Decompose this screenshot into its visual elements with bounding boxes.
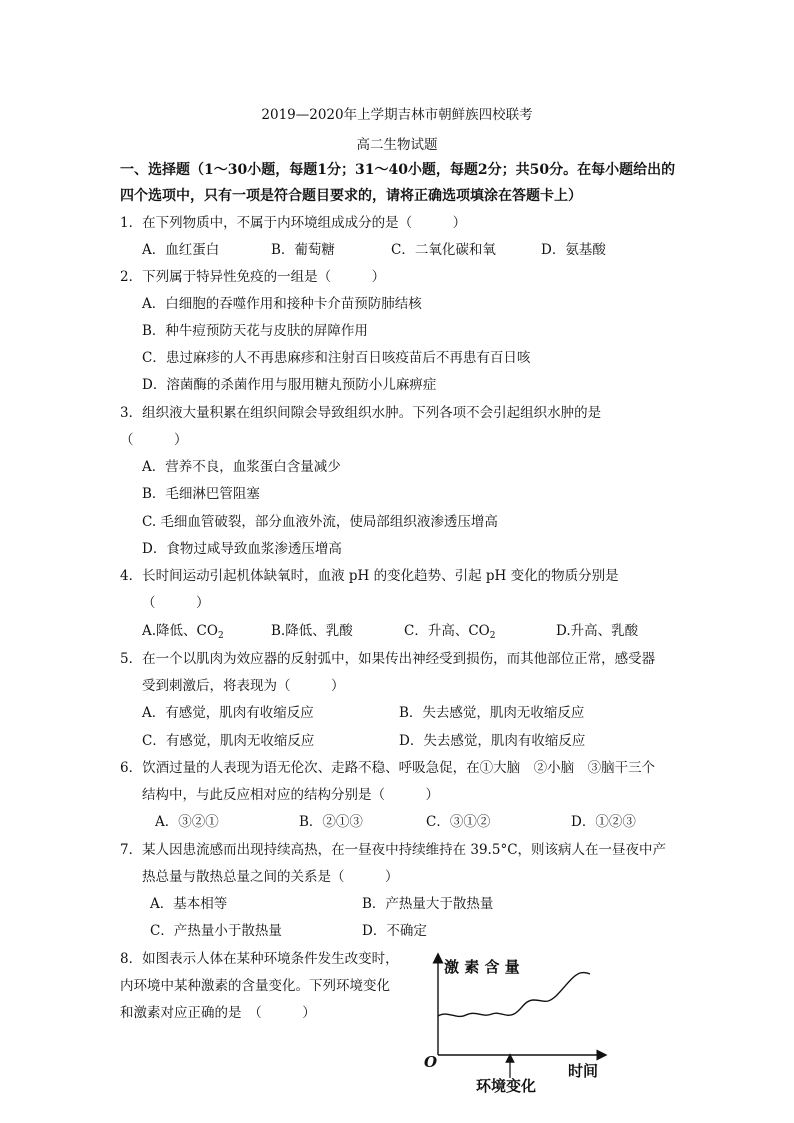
q3-paren: （ ） <box>120 432 188 448</box>
q3-option-a: A．营养不良，血浆蛋白含量减少 <box>142 459 341 475</box>
q5-option-c: C．有感觉，肌肉无收缩反应 <box>142 733 315 749</box>
q7-option-d: D．不确定 <box>362 923 427 939</box>
q4-option-c: C．升高、$CO_2$ <box>404 623 496 641</box>
y-axis-label: 激 素 含 量 <box>444 958 520 976</box>
q2-option-a: A．白细胞的吞噬作用和接种卡介苗预防肺结核 <box>142 296 422 312</box>
q3-option-d: D．食物过咸导致血浆渗透压增高 <box>142 541 342 557</box>
q2-option-d: D．溶菌酶的杀菌作用与服用糖丸预防小儿麻痹症 <box>142 377 437 393</box>
q4-option-a: A.降低、$CO_2$ <box>142 623 224 641</box>
q1-option-c: C．二氧化碳和氧 <box>391 242 496 258</box>
q2-option-c: C．患过麻疹的人不再患麻疹和注射百日咳疫苗后不再患有百日咳 <box>142 350 531 366</box>
q7-option-b: B．产热量大于散热量 <box>362 896 494 912</box>
q1-option-b: B．葡萄糖 <box>271 242 335 258</box>
x-axis-label: 时间 <box>568 1062 599 1080</box>
origin-label: O <box>424 1053 438 1071</box>
q6-option-c: C．③①② <box>426 814 491 830</box>
q5-stem-line2: 受到刺激后，将表现为（ ） <box>142 678 345 694</box>
q4-option-b: B.降低、乳酸 <box>271 623 353 639</box>
q3-stem: 3．组织液大量积累在组织间隙会导致组织水肿。下列各项不会引起组织水肿的是 <box>120 405 602 421</box>
q4-option-d: D.升高、乳酸 <box>556 623 639 639</box>
q2-stem: 2．下列属于特异性免疫的一组是（ ） <box>120 269 386 285</box>
q8-stem-line1: 8．如图表示人体在某种环境条件发生改变时， <box>120 951 399 967</box>
q1-option-d: D．氨基酸 <box>541 242 606 258</box>
section-instruction-line1: 一、选择题（1～30小题，每题1分；31～40小题，每题2分；共50分。在每小题给出的 <box>120 162 676 178</box>
q2-option-b: B．种牛痘预防天花与皮肤的屏障作用 <box>142 323 368 339</box>
section-instruction-line2: 四个选项中，只有一项是符合题目要求的，请将正确选项填涂在答题卡上） <box>120 188 582 204</box>
q5-option-b: B．失去感觉，肌肉无收缩反应 <box>399 705 585 721</box>
q8-stem-line3: 和激素对应正确的是 （ ） <box>120 1005 316 1021</box>
q7-option-a: A．基本相等 <box>150 896 228 912</box>
event-label: 环境变化 <box>476 1077 537 1095</box>
hormone-level-figure <box>410 948 610 1098</box>
q6-stem-line2: 结构中，与此反应相对应的结构分别是（ ） <box>142 787 439 803</box>
q3-option-b: B．毛细淋巴管阻塞 <box>142 486 260 502</box>
q4-paren: （ ） <box>142 595 210 611</box>
q6-option-b: B．②①③ <box>299 814 363 830</box>
hormone-curve <box>438 973 590 1017</box>
q1-stem: 1．在下列物质中，不属于内环境组成成分的是（ ） <box>120 215 467 231</box>
q7-stem-line2: 热总量与散热总量之间的关系是（ ） <box>142 869 399 885</box>
q5-option-d: D．失去感觉，肌肉有收缩反应 <box>399 733 586 749</box>
exam-title: 2019—2020年上学期吉林市朝鲜族四校联考 <box>261 107 533 123</box>
q6-option-d: D．①②③ <box>571 814 636 830</box>
q4-stem: 4．长时间运动引起机体缺氧时，血液 pH 的变化趋势、引起 pH 变化的物质分别是 <box>120 568 619 584</box>
subject-title: 高二生物试题 <box>356 137 438 153</box>
q7-option-c: C．产热量小于散热量 <box>150 923 282 939</box>
q5-option-a: A．有感觉，肌肉有收缩反应 <box>142 705 314 721</box>
q5-stem-line1: 5．在一个以肌肉为效应器的反射弧中，如果传出神经受到损伤，而其他部位正常，感受器 <box>120 651 656 667</box>
q1-option-a: A．血红蛋白 <box>142 242 220 258</box>
q6-stem-line1: 6．饮酒过量的人表现为语无伦次、走路不稳、呼吸急促，在①大脑 ②小脑 ③脑干三个 <box>120 760 656 776</box>
q7-stem-line1: 7．某人因患流感而出现持续高热，在一昼夜中持续维持在 39.5°C，则该病人在一昼夜中产 <box>120 842 667 858</box>
q8-stem-line2: 内环境中某种激素的含量变化。下列环境变化 <box>120 978 390 994</box>
q3-option-c: C. 毛细血管破裂，部分血液外流，使局部组织液渗透压增高 <box>142 514 498 530</box>
q6-option-a: A．③②① <box>155 814 219 830</box>
